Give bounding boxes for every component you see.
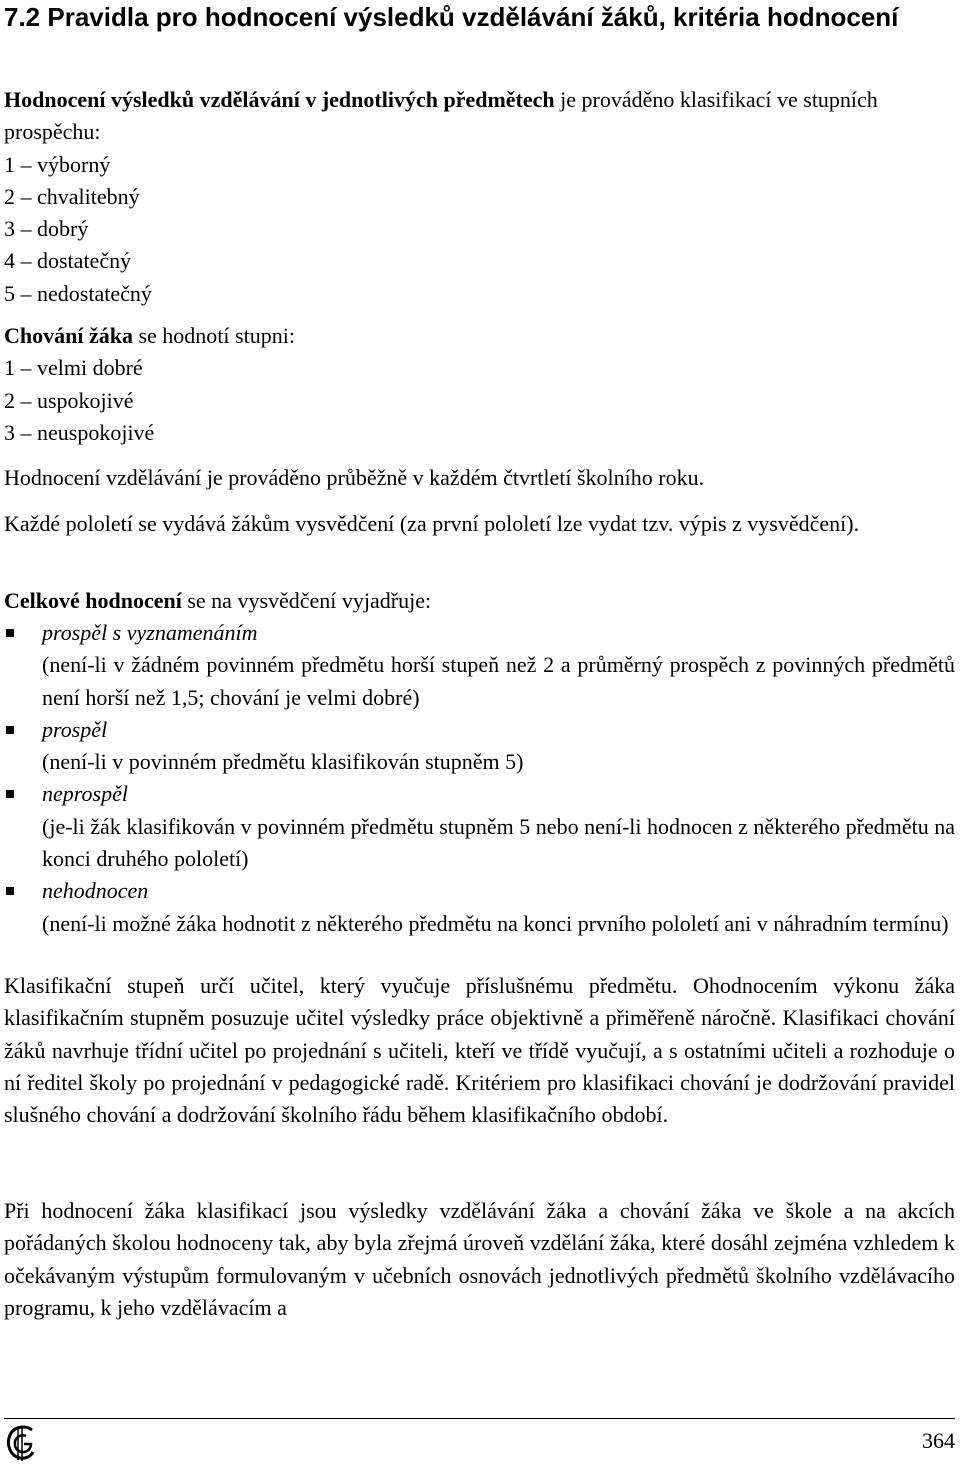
grade-item: 5 – nedostatečný — [4, 280, 152, 306]
footer-divider — [4, 1418, 955, 1419]
quarter-paragraph: Hodnocení vzdělávání je prováděno průběžně v každém čtvrtletí školního roku. — [4, 465, 705, 490]
overall-text: se na vysvědčení vyjadřuje: — [181, 588, 432, 613]
behavior-item: 1 – velmi dobré — [4, 355, 143, 381]
result-title: prospěl — [42, 716, 108, 742]
school-logo-icon — [4, 1424, 40, 1462]
result-title: nehodnocen — [42, 878, 149, 904]
result-desc: (není-li v žádném povinném předmětu horší stupeň než 2 a průměrný prospěch z povinných předmětů není horší než 1,5; chování je velmi dobré) — [42, 652, 955, 710]
classification-paragraph: Klasifikační stupeň určí učitel, který vyučuje příslušnému předmětu. Ohodnocením výkonu žáka klasifikačním stupněm posuzuje učitel výsledky práce objektivně a přiměřeně náročně. Klasifikaci chování žáků navrhuje třídní učitel po projednání s učiteli, kteří ve třídě vyučují, a s ostatními učiteli a rozhoduje o ní ředitel školy po projednání v pedagogické radě. Kritériem pro klasifikaci chování je dodržování pravidel slušného chování a dodržování školního řádu během klasifikačního období. — [4, 973, 955, 1128]
grade-item: 4 – dostatečný — [4, 248, 132, 274]
intro-paragraph — [4, 84, 955, 310]
result-item — [4, 714, 955, 779]
square-bullet-icon — [6, 887, 14, 895]
result-desc: (není-li možné žáka hodnotit z některého předmětu na konci prvního pololetí ani v náhradním termínu) — [42, 910, 949, 936]
intro-bold: Hodnocení výsledků vzdělávání v jednotlivých předmětech — [4, 87, 555, 112]
section-heading: 7.2 Pravidla pro hodnocení výsledků vzdělávání žáků, kritéria hodnocení — [4, 2, 899, 32]
grade-item: 3 – dobrý — [4, 216, 89, 242]
result-desc: (není-li v povinném předmětu klasifikován stupněm 5) — [42, 749, 524, 775]
result-item — [4, 617, 955, 714]
page-number: 364 — [922, 1428, 955, 1453]
grade-item: 1 – výborný — [4, 151, 111, 177]
result-item — [4, 778, 955, 875]
behavior-bold: Chování žáka — [4, 323, 133, 348]
final-paragraph: Při hodnocení žáka klasifikací jsou výsledky vzdělávání žáka a chování žáka ve škole a na akcích pořádaných školou hodnoceny tak, aby byla zřejmá úroveň vzdělání žáka, které dosáhl zejména vzhledem k očekávaným výstupům formulovaným v učebních osnovách jednotlivých předmětů školního vzdělávacího programu, k jeho vzdělávacím a — [4, 1198, 955, 1320]
result-desc: (je-li žák klasifikován v povinném předmětu stupněm 5 nebo není-li hodnocen z některého předmětu na konci druhého pololetí) — [42, 813, 955, 872]
results-list — [4, 617, 955, 940]
behavior-text: se hodnotí stupni: — [132, 323, 295, 348]
behavior-block — [4, 320, 955, 449]
square-bullet-icon — [6, 629, 14, 637]
result-item — [4, 875, 955, 940]
behavior-item: 3 – neuspokojivé — [4, 419, 155, 445]
result-title: neprospěl — [42, 781, 128, 807]
square-bullet-icon — [6, 726, 14, 734]
result-title: prospěl s vyznamenáním — [42, 620, 258, 645]
square-bullet-icon — [6, 790, 14, 798]
overall-intro — [4, 585, 955, 617]
grade-item: 2 – chvalitebný — [4, 183, 140, 209]
semester-paragraph: Každé pololetí se vydává žákům vysvědčení (za první pololetí lze vydat tzv. výpis z vysvědčení). — [4, 511, 860, 536]
overall-bold: Celkové hodnocení — [4, 588, 182, 613]
intro-text: je prováděno klasifikací ve stupních prospěchu: — [4, 87, 878, 145]
behavior-item: 2 – uspokojivé — [4, 387, 134, 413]
